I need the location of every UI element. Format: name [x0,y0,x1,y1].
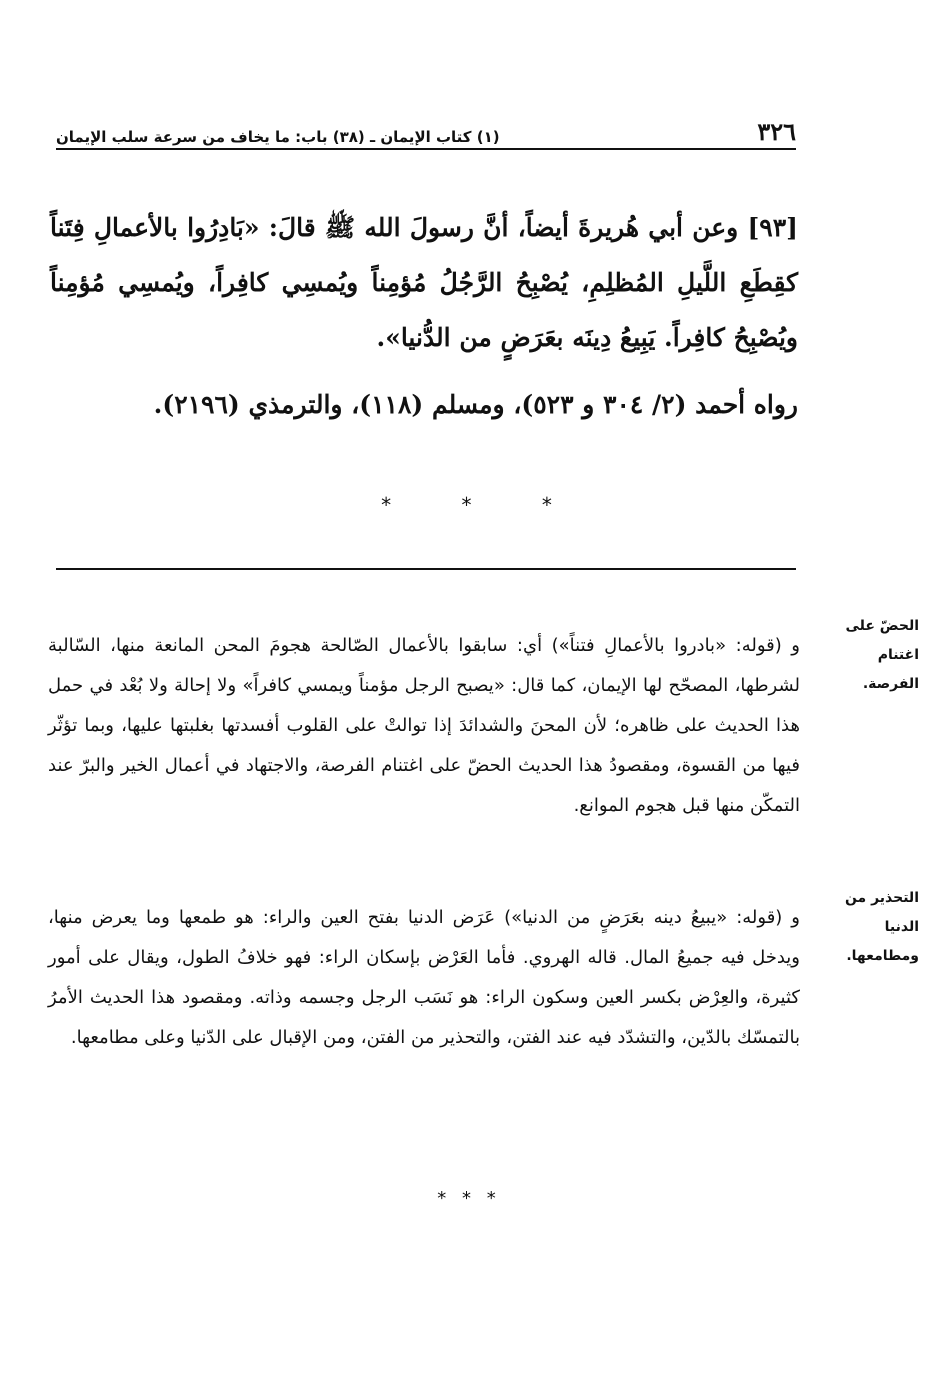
divider-star: * [461,493,472,517]
chapter-title: (١) كتاب الإيمان ـ (٣٨) باب: ما يخاف من سرعة سلب الإيمان [56,128,500,146]
hadith-text: [٩٣] وعن أبي هُريرةَ أيضاً، أنَّ رسولَ الله ﷺ قالَ: «بَادِرُوا بالأعمالِ فِتَناً كقِطَعِ اللَّيلِ المُظلِمِ، يُصْبِحُ الرَّجُلُ مُؤمِناً ويُمسِي كافِراً، ويُمسِي مُؤمِناً ويُصْبِحُ كافِراً. يَبِيعُ دِينَه بعَرَضٍ من الدُّنيا». [50,213,798,352]
divider-star: * [541,493,552,517]
section-divider [0,493,933,517]
running-header [56,112,796,146]
commentary-paragraph: و (قوله: «يبيعُ دينه بعَرَضٍ من الدنيا») عَرَض الدنيا بفتح العين والراء: هو طمعها وما يعرض منها، ويدخل فيه جميعُ المال. قاله الهروي. فأما العَرْض بإسكان الراء: فهو خلافُ الطول، ويقال على أمور كثيرة، والعِرْض بكسر العين وسكون الراء: هو نَسَب الرجل وجسمه وذاته. ومقصود هذا الحديث الأمرُ بالتمسّك بالدّين، والتشدّد فيه عند الفتن، والتحذير من الفتن، ومن الإقبال على الدّنيا وعلى مطامعها. [48,907,800,1048]
end-star: * [486,1188,496,1209]
commentary-rule [56,568,796,570]
end-star: * [437,1188,447,1209]
end-star: * [462,1188,471,1209]
page-number: ٣٢٦ [757,117,796,146]
margin-note: الحضّ على اغتنام الفرصة. [845,618,919,692]
end-divider [0,1188,933,1209]
commentary-paragraph: و (قوله: «بادروا بالأعمالِ فتناً») أي: سابقوا بالأعمال الصّالحة هجومَ المحن المانعة منها، السّالبة لشرطها، المصحّح لها الإيمان، كما قال: «يصبح الرجل مؤمناً ويمسي كافراً» ولا إحالة ولا بُعْد في حمل هذا الحديث على ظاهره؛ لأن المحنَ والشدائدَ إذا توالتْ على القلوب أفسدتها بغلبتها عليها، وبما تؤثّر فيها من القسوة، ومقصودُ هذا الحديث الحضّ على اغتنام الفرصة، والاجتهاد في أعمال الخير والبرّ عند التمكّن منها قبل هجوم الموانع. [48,635,800,816]
header-rule [56,148,796,150]
margin-note: التحذير من الدنيا ومطامعها. [844,890,919,964]
divider-star: * [381,493,392,517]
hadith-source: رواه أحمد (٢/ ٣٠٤ و ٥٢٣)، ومسلم (١١٨)، والترمذي (٢١٩٦). [153,390,798,419]
